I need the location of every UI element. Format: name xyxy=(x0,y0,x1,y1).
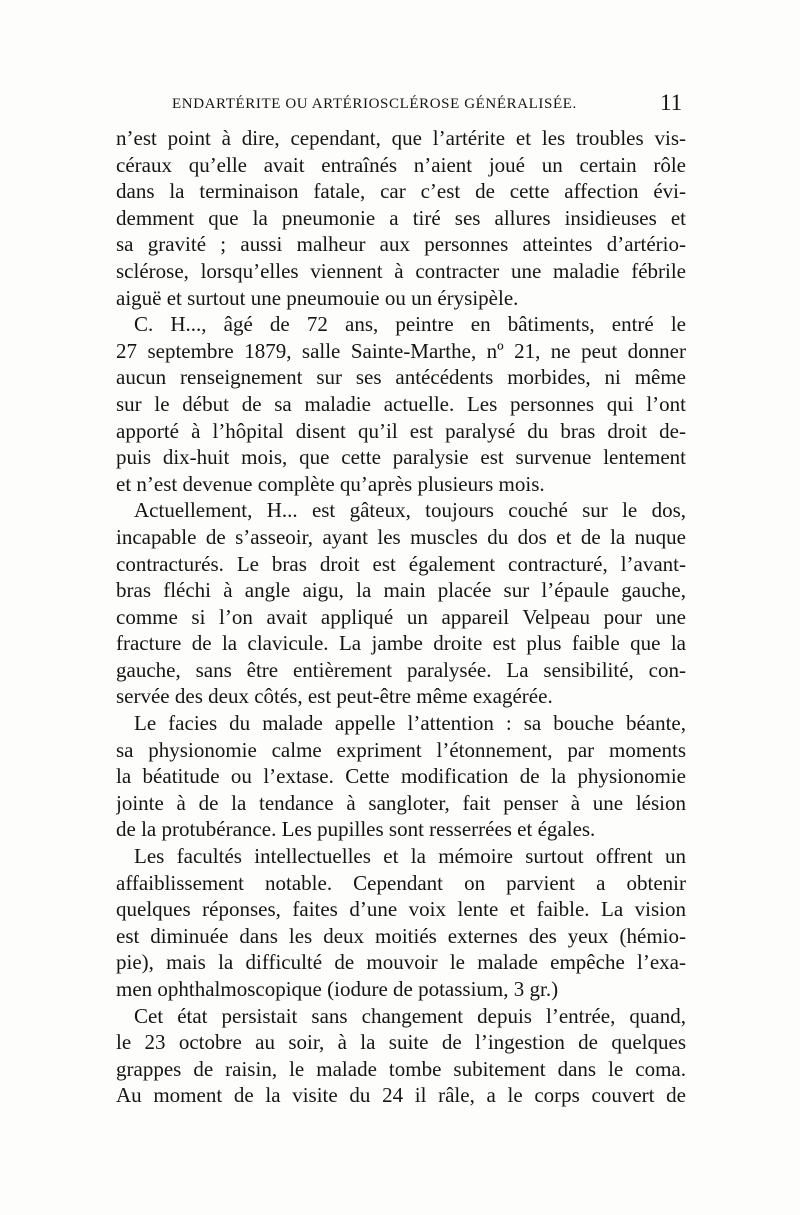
text-line: puis dix-huit mois, que cette paralysie est survenue lentement xyxy=(116,445,686,470)
text-line: est diminuée dans les deux moitiés externes des yeux (hémio- xyxy=(116,923,686,948)
text-line: incapable de s’asseoir, ayant les muscles du dos et de la nuque xyxy=(116,524,686,549)
text-line: le 23 octobre au soir, à la suite de l’ingestion de quelques xyxy=(116,1030,686,1055)
text-line: Au moment de la visite du 24 il râle, a le corps couvert de xyxy=(116,1083,686,1108)
text-line: sclérose, lorsqu’elles viennent à contracter une maladie fébrile xyxy=(116,258,686,283)
text-line: Cet état persistait sans changement depuis l’entrée, quand, xyxy=(134,1003,686,1028)
body-text xyxy=(116,125,686,1109)
text-line: aucun renseignement sur ses antécédents morbides, ni même xyxy=(116,365,686,390)
text-line: Les facultés intellectuelles et la mémoire surtout offrent un xyxy=(134,844,686,869)
text-line: affaiblissement notable. Cependant on parvient a obtenir xyxy=(116,870,686,895)
text-line: comme si l’on avait appliqué un appareil Velpeau pour une xyxy=(116,604,686,629)
text-line: n’est point à dire, cependant, que l’artérite et les troubles vis- xyxy=(116,126,686,150)
text-line: de la protubérance. Les pupilles sont resserrées et égales. xyxy=(116,817,596,842)
text-line: la béatitude ou l’extase. Cette modification de la physionomie xyxy=(116,764,686,789)
text-line: bras fléchi à angle aigu, la main placée sur l’épaule gauche, xyxy=(116,578,686,603)
text-line: fracture de la clavicule. La jambe droite est plus faible que la xyxy=(116,631,686,656)
text-line: C. H..., âgé de 72 ans, peintre en bâtiments, entré le xyxy=(134,312,686,337)
running-head: ENDARTÉRITE OU ARTÉRIOSCLÉROSE GÉNÉRALISÉE. xyxy=(172,96,577,112)
text-line: contracturés. Le bras droit est également contracturé, l’avant- xyxy=(116,551,686,576)
text-line: céraux qu’elle avait entraînés n’aient joué un certain rôle xyxy=(116,152,686,177)
text-line: aiguë et surtout une pneumouie ou un érysipèle. xyxy=(116,285,519,310)
text-line: sa gravité ; aussi malheur aux personnes atteintes d’artério- xyxy=(116,232,686,257)
text-line: Actuellement, H... est gâteux, toujours couché sur le dos, xyxy=(134,498,686,523)
text-line: grappes de raisin, le malade tombe subitement dans le coma. xyxy=(116,1056,686,1081)
text-line: et n’est devenue complète qu’après plusieurs mois. xyxy=(116,471,545,496)
text-line: demment que la pneumonie a tiré ses allures insidieuses et xyxy=(116,205,686,230)
text-line: gauche, sans être entièrement paralysée. La sensibilité, con- xyxy=(116,657,686,682)
text-line: 27 septembre 1879, salle Sainte-Marthe, nº 21, ne peut donner xyxy=(116,338,686,363)
text-line: sa physionomie calme expriment l’étonnement, par moments xyxy=(116,737,686,762)
text-line: dans la terminaison fatale, car c’est de cette affection évi- xyxy=(116,179,686,204)
text-line: apporté à l’hôpital disent qu’il est paralysé du bras droit de- xyxy=(116,418,686,443)
text-line: men ophthalmoscopique (iodure de potassium, 3 gr.) xyxy=(116,977,559,1001)
text-line: sur le début de sa maladie actuelle. Les personnes qui l’ont xyxy=(116,391,686,416)
page-number: 11 xyxy=(660,90,683,115)
text-line: pie), mais la difficulté de mouvoir le malade empêche l’exa- xyxy=(116,950,686,975)
text-line: Le facies du malade appelle l’attention : sa bouche béante, xyxy=(134,711,686,736)
text-line: quelques réponses, faites d’une voix lente et faible. La vision xyxy=(116,897,686,922)
text-line: jointe à de la tendance à sangloter, fait penser à une lésion xyxy=(116,790,686,815)
text-line: servée des deux côtés, est peut-être même exagérée. xyxy=(116,684,553,709)
